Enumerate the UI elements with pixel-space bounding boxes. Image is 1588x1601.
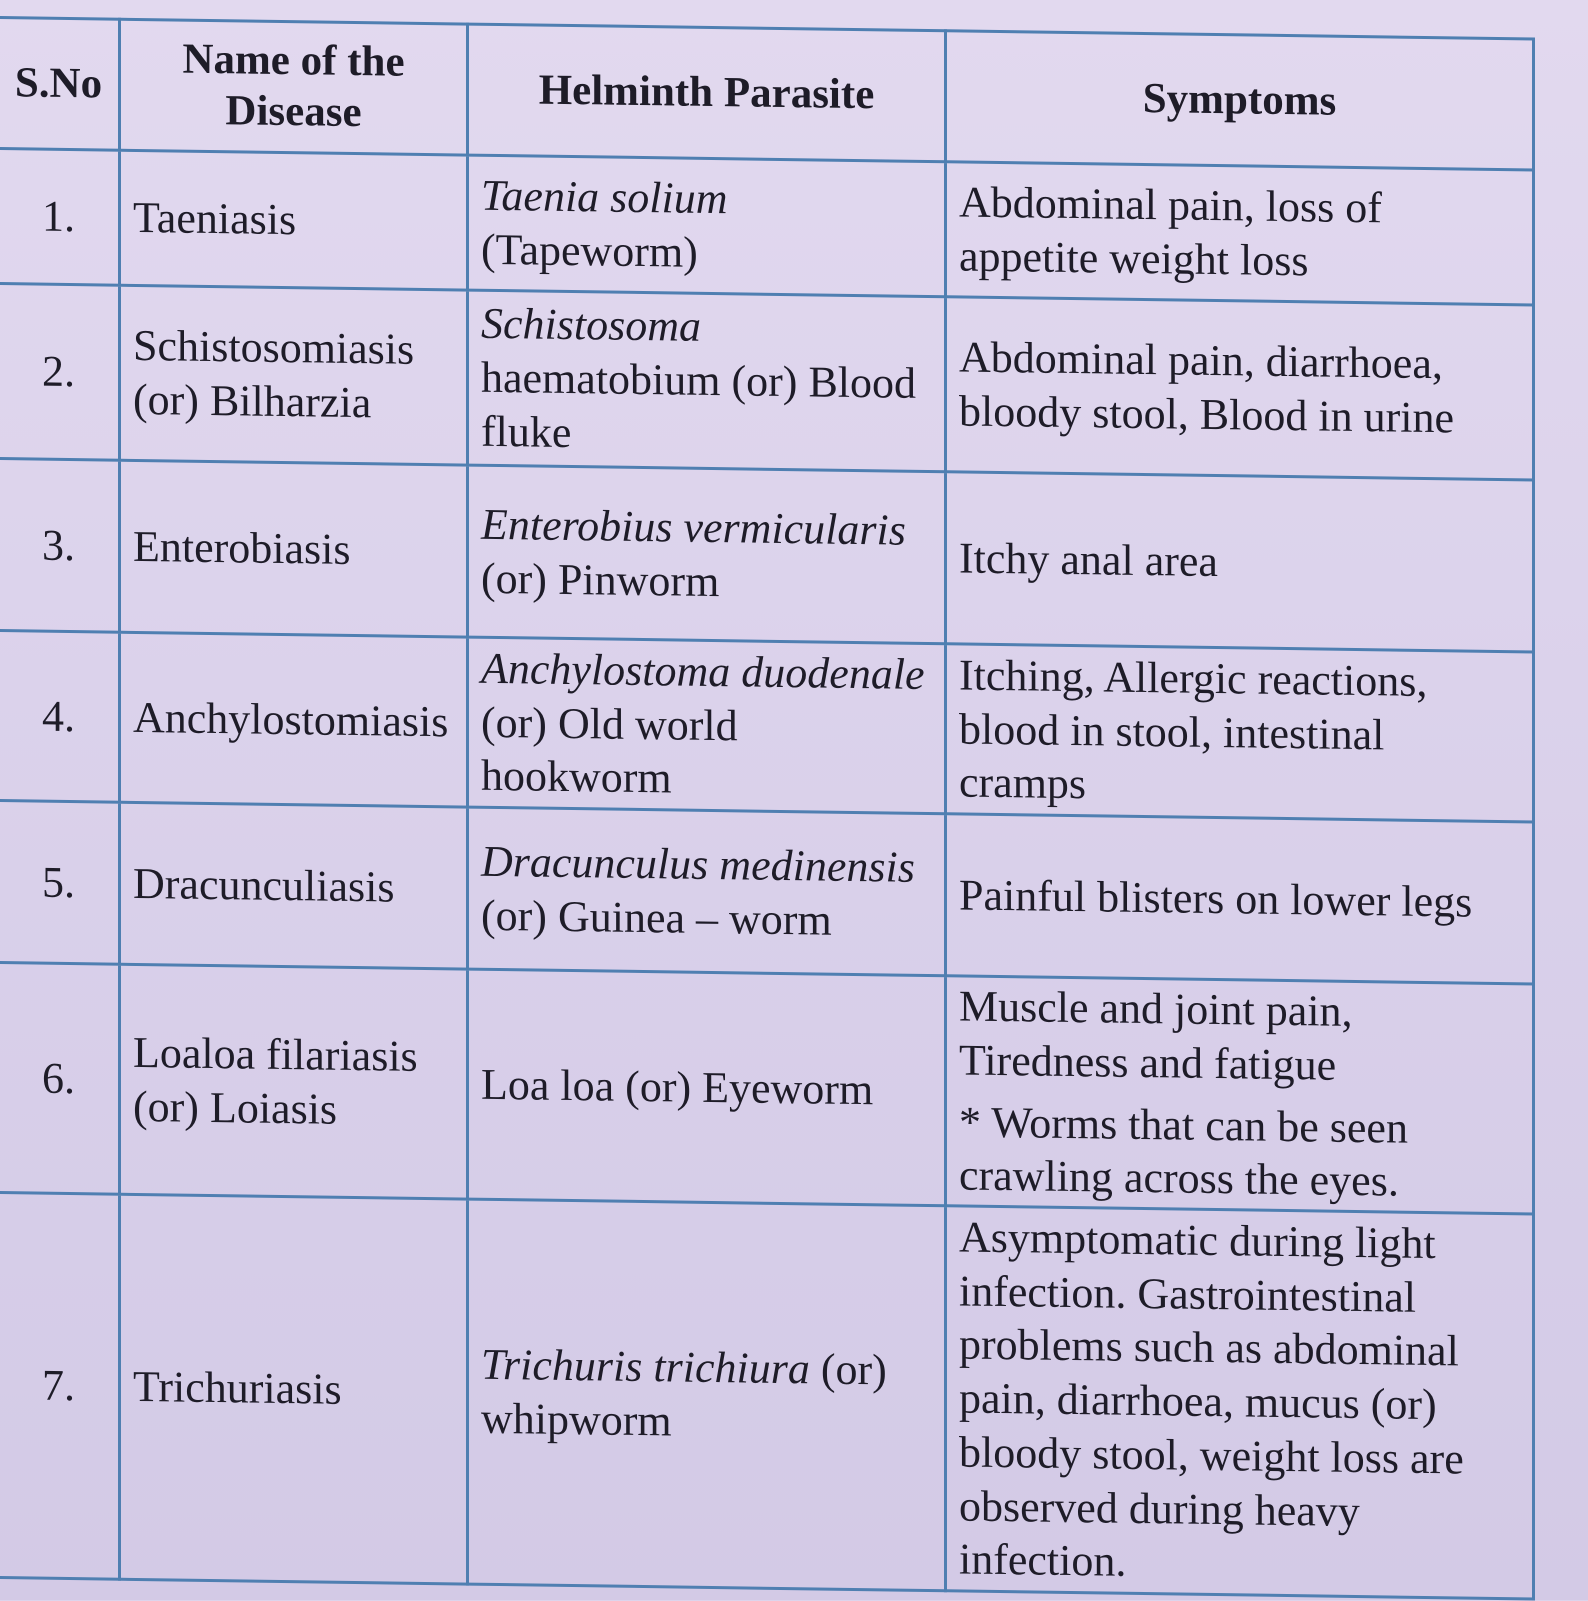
disease-name: Loaloa filariasis (or) Loiasis — [120, 964, 468, 1199]
helminth-parasite — [468, 637, 946, 814]
helminth-parasite — [468, 807, 946, 976]
symptoms-text: Abdominal pain, diarrhoea, bloody stool, Blood in urine — [946, 297, 1534, 480]
parasite-common-name: haematobium (or) Blood fluke — [481, 352, 917, 457]
helminth-diseases-table — [0, 16, 1535, 1600]
table-row — [0, 284, 1534, 480]
header-sno: S.No — [0, 18, 120, 151]
row-sno: 6. — [0, 963, 120, 1195]
row-sno: 2. — [0, 284, 120, 461]
helminth-parasite — [468, 465, 946, 644]
parasite-scientific-name: Taenia solium — [481, 171, 728, 224]
helminth-parasite — [468, 1199, 946, 1591]
parasite-common-name: (Tapeworm) — [481, 224, 698, 277]
header-symptoms: Symptoms — [946, 31, 1534, 170]
symptoms-text: Muscle and joint pain, Tiredness and fatigue — [959, 981, 1353, 1090]
disease-name: Enterobiasis — [120, 460, 468, 637]
row-sno: 7. — [0, 1193, 120, 1580]
table-row — [0, 459, 1534, 652]
parasite-common-name: Loa loa (or) Eyeworm — [481, 1059, 874, 1114]
symptoms-text: Itching, Allergic reactions, blood in stool, intestinal cramps — [946, 644, 1534, 822]
table-row — [0, 1193, 1534, 1599]
symptoms-text: Asymptomatic during light infection. Gastrointestinal problems such as abdominal pain, diarrhoea, mucus (or) bloody stool, weight loss are observed during heavy infection. — [946, 1206, 1534, 1599]
helminth-parasite — [468, 290, 946, 472]
disease-name: Taeniasis — [120, 150, 468, 290]
header-parasite: Helminth Parasite — [468, 24, 946, 162]
parasite-scientific-name: Schistosoma — [481, 299, 701, 352]
helminth-parasite — [468, 155, 946, 297]
parasite-common-name: (or) whipworm — [481, 1344, 887, 1446]
disease-name: Trichuriasis — [120, 1194, 468, 1584]
disease-name: Dracunculiasis — [120, 802, 468, 969]
table-row — [0, 631, 1534, 822]
parasite-common-name: (or) Pinworm — [481, 553, 720, 606]
table-row — [0, 149, 1534, 305]
parasite-scientific-name: Trichuris trichiura — [481, 1340, 810, 1394]
row-sno: 1. — [0, 149, 120, 286]
row-sno: 3. — [0, 459, 120, 633]
parasite-common-name: (or) Guinea – worm — [481, 890, 832, 945]
parasite-scientific-name: Enterobius vermicularis — [481, 499, 906, 555]
helminth-parasite — [468, 969, 946, 1206]
symptoms-cell — [946, 976, 1534, 1214]
disease-name: Schistosomiasis (or) Bilharzia — [120, 285, 468, 465]
row-sno: 5. — [0, 801, 120, 965]
parasite-scientific-name: Anchylostoma duodenale — [481, 643, 925, 699]
row-sno: 4. — [0, 631, 120, 803]
header-disease: Name of the Disease — [120, 19, 468, 155]
table-row — [0, 963, 1534, 1214]
symptoms-text: Itchy anal area — [946, 472, 1534, 652]
parasite-common-name: (or) Old world hookworm — [481, 697, 738, 803]
symptoms-text: Abdominal pain, loss of appetite weight loss — [946, 162, 1534, 305]
disease-name: Anchylostomiasis — [120, 632, 468, 807]
table-header-row — [0, 18, 1534, 170]
parasite-scientific-name: Dracunculus medinensis — [481, 836, 915, 892]
symptoms-text: Painful blisters on lower legs — [946, 814, 1534, 984]
table-row — [0, 801, 1534, 984]
symptoms-note: * Worms that can be seen crawling across the eyes. — [959, 1096, 1408, 1206]
